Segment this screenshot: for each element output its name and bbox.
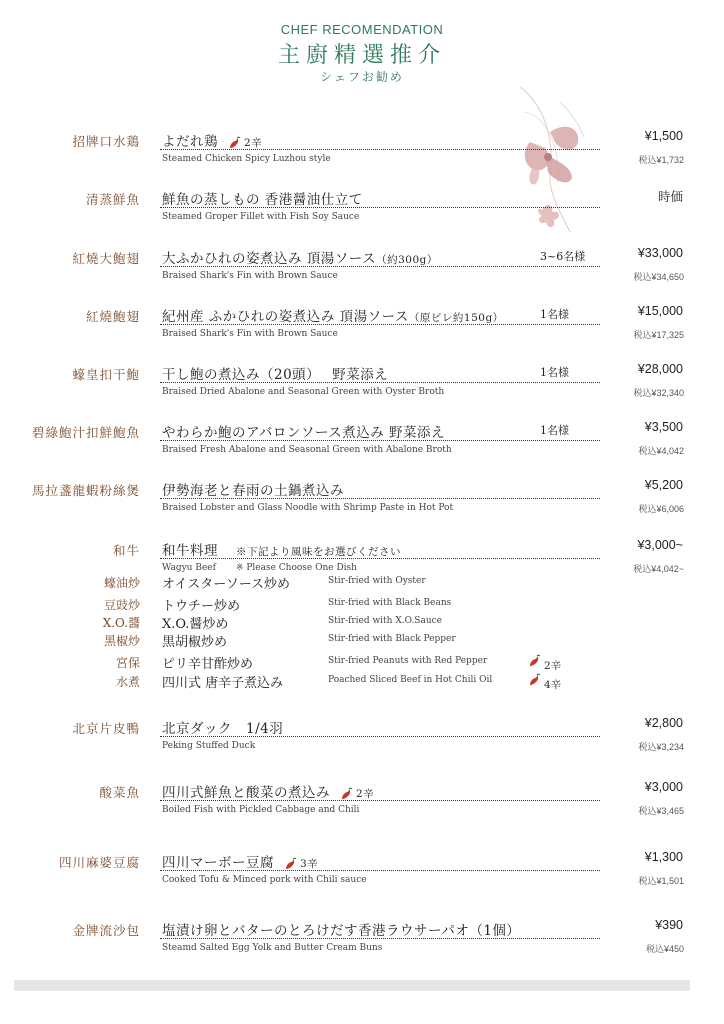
dish-name-en-text: Braised Fresh Abalone and Seasonal Green with Abalone Broth <box>162 445 452 455</box>
dish-name-en <box>162 445 452 455</box>
serving-size: 1名様 <box>540 424 569 437</box>
dish-name-jp-text: 干し鮑の煮込み（20頭） 野菜添え <box>162 367 389 383</box>
price-tax-included: 税込¥34,650 <box>633 272 684 282</box>
dotted-divider <box>160 870 600 871</box>
dish-name-jp-text: よだれ鶏 <box>162 134 218 150</box>
dish-name-jp-text: 鮮魚の蒸しもの 香港醤油仕立て <box>162 192 363 208</box>
dish-name-jp <box>162 717 283 737</box>
dish-name-jp <box>162 363 388 383</box>
menu-item <box>0 716 724 769</box>
dish-name-jp-text: 北京ダック 1/4羽 <box>162 721 284 737</box>
chili-pepper-icon <box>528 654 542 668</box>
category-name: 酸菜魚 <box>99 785 140 800</box>
wagyu-option-category: 黑椒炒 <box>103 634 140 648</box>
dish-name-jp <box>162 247 438 267</box>
price-tax-included: 税込¥1,732 <box>638 155 684 165</box>
dish-name-en <box>162 943 382 953</box>
dish-name-en <box>162 271 338 281</box>
dotted-divider <box>160 382 600 383</box>
dish-name-en-text: Braised Shark's Fin with Brown Sauce <box>162 271 338 281</box>
menu-item <box>0 478 724 531</box>
price-tax-included: 税込¥3,234 <box>638 742 684 752</box>
category-name: 北京片皮鴨 <box>72 721 140 736</box>
menu-item <box>0 246 724 299</box>
wagyu-option <box>0 673 724 693</box>
chili-pepper-icon <box>340 787 354 801</box>
category-name: 紅燒鮑翅 <box>85 309 140 324</box>
wagyu-option-jp: トウチー炒め <box>162 599 241 614</box>
wagyu-option-category: 豆豉炒 <box>103 598 140 612</box>
wagyu-option-en: Stir-fried Peanuts with Red Pepper <box>328 656 488 666</box>
price: ¥3,000~ <box>637 538 683 552</box>
chili-pepper-icon <box>528 673 542 687</box>
dotted-divider <box>160 498 600 499</box>
dish-name-jp-text: 和牛料理 <box>162 543 218 559</box>
dish-name-en <box>162 212 359 222</box>
wagyu-option-en: Poached Sliced Beef in Hot Chili Oil <box>328 675 493 685</box>
price-tax-included: 税込¥4,042 <box>638 446 684 456</box>
dish-note-jp: ※下記より風味をお選びください <box>236 546 401 558</box>
dish-name-en <box>162 805 359 815</box>
wagyu-option-en: Stir-fried with Oyster <box>328 576 426 586</box>
price-tax-included: 税込¥3,465 <box>638 806 684 816</box>
wagyu-option-spice <box>528 654 561 673</box>
dotted-divider <box>160 149 600 150</box>
menu-item <box>0 918 724 971</box>
price: ¥390 <box>655 918 683 932</box>
dotted-divider <box>160 800 600 801</box>
footer-bar <box>14 980 690 991</box>
menu-item <box>0 850 724 903</box>
dish-name-jp-text: 塩漬け卵とバターのとろけだす香港ラウサーパオ（1個） <box>162 923 521 939</box>
dish-name-en-text: Boiled Fish with Pickled Cabbage and Chili <box>162 805 360 815</box>
dotted-divider <box>160 558 600 559</box>
category-name: 碧綠鮑汁扣鮮鮑魚 <box>31 425 140 440</box>
dish-name-en <box>162 875 367 885</box>
price-tax-included: 税込¥4,042~ <box>633 564 684 574</box>
wagyu-option-category: X.O.醬 <box>102 616 140 630</box>
dish-name-en-text: Steamd Salted Egg Yolk and Butter Cream Buns <box>162 943 383 953</box>
price: 時価 <box>657 190 683 204</box>
header-title: 主廚精選推介 <box>277 43 446 68</box>
wagyu-option-jp: 四川式 唐辛子煮込み <box>162 676 284 691</box>
spice-level: 2辛 <box>244 137 263 149</box>
dish-name-jp <box>162 130 262 151</box>
dish-name-en-text: Steamed Chicken Spicy Luzhou style <box>162 154 331 164</box>
spice-level: 3辛 <box>300 858 319 870</box>
dish-name-jp-text: 紀州産 ふかひれの姿煮込み 頂湯ソース <box>162 309 409 325</box>
dish-name-en-text: Braised Lobster and Glass Noodle with Shrimp Paste in Hot Pot <box>162 503 454 513</box>
wagyu-option-en: Stir-fried with Black Pepper <box>328 634 456 644</box>
menu-item <box>0 420 724 473</box>
wagyu-option-jp: ピリ辛甘酢炒め <box>162 657 254 672</box>
dish-note-en: ※ Please Choose One Dish <box>235 563 357 573</box>
menu-item <box>0 780 724 833</box>
price-tax-included: 税込¥450 <box>645 944 684 954</box>
category-name: 馬拉盞龍蝦粉絲煲 <box>31 483 140 498</box>
price-tax-included: 税込¥6,006 <box>638 504 684 514</box>
dish-name-en-text: Braised Shark's Fin with Brown Sauce <box>162 329 338 339</box>
wagyu-option <box>0 614 724 634</box>
dish-name-jp-text: やわらか鮑のアバロンソース煮込み 野菜添え <box>162 425 446 441</box>
dotted-divider <box>160 736 600 737</box>
wagyu-option-category: 宮保 <box>115 656 140 670</box>
price: ¥1,300 <box>644 850 683 864</box>
price: ¥2,800 <box>644 716 683 730</box>
header-jp: シェフお勧め <box>320 70 404 84</box>
category-name: 蠔皇扣干鮑 <box>72 367 140 382</box>
dish-name-jp-text: 大ふかひれの姿煮込み 頂湯ソース <box>162 251 377 267</box>
dotted-divider <box>160 440 600 441</box>
dish-name-en <box>162 329 338 339</box>
serving-size: 1名様 <box>540 308 569 321</box>
dish-name-en <box>162 563 357 573</box>
dotted-divider <box>160 938 600 939</box>
price: ¥15,000 <box>637 304 683 318</box>
wagyu-option-en: Stir-fried with Black Beans <box>328 598 452 608</box>
dish-name-en-text: Peking Stuffed Duck <box>162 741 256 751</box>
dish-name-en-text: Wagyu Beef <box>162 563 216 573</box>
menu-item <box>0 129 724 182</box>
category-name: 四川麻婆豆腐 <box>58 855 140 870</box>
category-name: 金牌流沙包 <box>72 923 140 938</box>
price-tax-included: 税込¥17,325 <box>633 330 684 340</box>
chili-pepper-icon <box>228 136 242 150</box>
wagyu-option-jp: オイスターソース炒め <box>162 577 291 592</box>
wagyu-option-en: Stir-fried with X.O.Sauce <box>328 616 442 626</box>
spice-level: 2辛 <box>356 788 375 800</box>
dish-name-en <box>162 741 255 751</box>
price-tax-included: 税込¥1,501 <box>638 876 684 886</box>
dish-name-en-text: Cooked Tofu & Minced pork with Chili sauce <box>162 875 367 885</box>
dotted-divider <box>160 266 600 267</box>
dish-name-jp <box>162 188 363 208</box>
header-en: CHEF RECOMENDATION <box>280 22 444 37</box>
serving-size: 1名様 <box>540 366 569 379</box>
dish-name-jp <box>162 479 344 499</box>
price: ¥3,500 <box>644 420 683 434</box>
serving-size: 3~6名様 <box>540 250 586 263</box>
dish-name-en <box>162 154 331 164</box>
spice-level: 4辛 <box>544 678 562 691</box>
wagyu-option <box>0 632 724 652</box>
dotted-divider <box>160 207 600 208</box>
dish-name-jp <box>162 305 504 325</box>
dish-name-jp <box>162 539 401 559</box>
dish-size-note: （約300g） <box>376 254 438 266</box>
wagyu-option-spice <box>528 673 561 692</box>
dish-name-en-text: Steamed Groper Fillet with Fish Soy Sauce <box>162 212 360 222</box>
dish-name-jp <box>162 781 374 802</box>
wagyu-option <box>0 596 724 616</box>
price: ¥28,000 <box>637 362 683 376</box>
wagyu-option <box>0 654 724 674</box>
dish-name-jp <box>162 421 445 441</box>
wagyu-option-category: 蠔油炒 <box>103 576 140 590</box>
wagyu-option-jp: 黒胡椒炒め <box>162 635 228 650</box>
menu-item <box>0 304 724 357</box>
category-name: 紅燒大鮑翅 <box>72 251 140 266</box>
chili-pepper-icon <box>284 857 298 871</box>
menu-item <box>0 190 724 240</box>
category-name: 招牌口水鶏 <box>72 134 140 149</box>
dish-name-en <box>162 503 453 513</box>
dish-name-jp-text: 伊勢海老と春雨の土鍋煮込み <box>162 483 344 499</box>
spice-level: 2辛 <box>544 659 562 672</box>
wagyu-option <box>0 574 724 594</box>
dish-size-note: （原ビレ約150g） <box>408 312 504 324</box>
category-name: 和牛 <box>112 543 140 558</box>
price: ¥3,000 <box>644 780 683 794</box>
dish-name-en <box>162 387 444 397</box>
price-tax-included: 税込¥32,340 <box>633 388 684 398</box>
dish-name-jp <box>162 919 520 939</box>
wagyu-option-category: 水煮 <box>115 675 140 689</box>
dish-name-en-text: Braised Dried Abalone and Seasonal Green with Oyster Broth <box>162 387 445 397</box>
wagyu-option-jp: X.O.醤炒め <box>162 617 229 632</box>
dish-name-jp-text: 四川マーボー豆腐 <box>162 855 274 871</box>
dish-name-jp <box>162 851 318 872</box>
price: ¥1,500 <box>644 129 683 143</box>
dish-name-jp-text: 四川式鮮魚と酸菜の煮込み <box>162 785 330 801</box>
menu-item <box>0 362 724 415</box>
category-name: 清蒸鮮魚 <box>85 192 140 207</box>
dotted-divider <box>160 324 600 325</box>
price: ¥5,200 <box>644 478 683 492</box>
price: ¥33,000 <box>637 246 683 260</box>
